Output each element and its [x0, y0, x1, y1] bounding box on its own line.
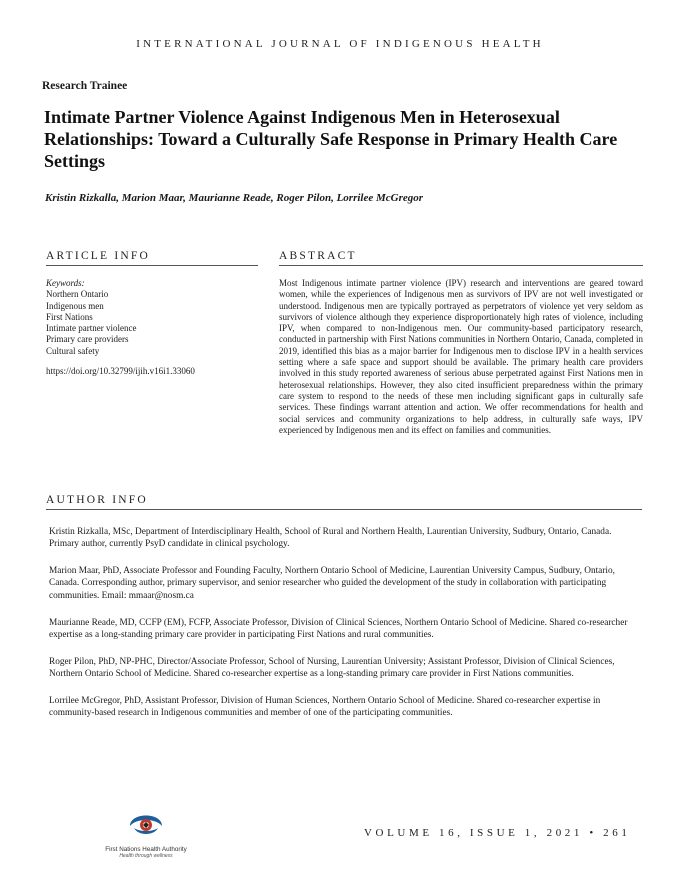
author-info-heading: AUTHOR INFO: [46, 494, 642, 510]
article-info-column: [46, 250, 258, 376]
doi-link[interactable]: https://doi.org/10.32799/ijih.v16i1.33060: [46, 366, 195, 377]
keywords-label: Keywords:: [46, 278, 85, 288]
keyword-item: Northern Ontario: [46, 289, 109, 300]
abstract-heading: ABSTRACT: [279, 250, 643, 266]
fnha-logo: [96, 806, 196, 859]
section-label: Research Trainee: [42, 80, 128, 92]
author-entry: Lorrilee McGregor, PhD, Assistant Professor, Division of Human Sciences, Northern Ontario School of Medicine. Shared co-researcher expertise in community-based research in Indigenous communities and member of one of the participating communities.: [49, 696, 601, 719]
abstract-column: [279, 250, 643, 436]
keyword-item: Intimate partner violence: [46, 323, 137, 334]
author-entry: Maurianne Reade, MD, CCFP (EM), FCFP, Associate Professor, Division of Clinical Sciences, Northern Ontario School of Medicine. Shared co-researcher expertise as a long-standing primary care provider in participating First Nations and rural communities.: [49, 617, 628, 640]
logo-tagline: Health through wellness: [119, 853, 173, 859]
journal-name: INTERNATIONAL JOURNAL OF INDIGENOUS HEALTH: [136, 38, 544, 50]
keywords-block: [46, 278, 258, 357]
author-info-section: [46, 494, 642, 734]
keyword-item: Cultural safety: [46, 345, 100, 356]
volume-issue-page: VOLUME 16, ISSUE 1, 2021 • 261: [364, 827, 631, 839]
author-entries: [46, 526, 642, 720]
keyword-item: Indigenous men: [46, 300, 104, 311]
logo-name: First Nations Health Authority: [105, 846, 187, 853]
article-info-heading: ARTICLE INFO: [46, 250, 258, 266]
author-entry: Marion Maar, PhD, Associate Professor and Founding Faculty, Northern Ontario School of Medicine, Laurentian University Campus, Sudbury, Ontario, Canada. Corresponding author, primary supervisor, and senior researcher who guided the development of the study in collaboration with participating communities. Email: mmaar@nosm.ca: [49, 566, 615, 601]
keyword-item: First Nations: [46, 311, 93, 322]
fnha-emblem-icon: [126, 806, 166, 840]
article-title: Intimate Partner Violence Against Indigenous Men in Heterosexual Relationships: Toward a Culturally Safe Response in Primary Health Care Settings: [44, 107, 618, 171]
author-list: Kristin Rizkalla, Marion Maar, Maurianne Reade, Roger Pilon, Lorrilee McGregor: [45, 192, 424, 204]
keyword-item: Primary care providers: [46, 334, 129, 345]
author-entry: Kristin Rizkalla, MSc, Department of Interdisciplinary Health, School of Rural and Northern Health, Laurentian University, Sudbury, Ontario, Canada. Primary author, currently PsyD candidate in clinical psychology.: [49, 527, 612, 550]
author-entry: Roger Pilon, PhD, NP-PHC, Director/Associate Professor, School of Nursing, Laurentian University; Assistant Professor, Division of Clinical Sciences, Northern Ontario School of Medicine. Shared co-researcher expertise as a long-standing primary care provider in First Nations communities.: [49, 656, 615, 680]
abstract-text: Most Indigenous intimate partner violence (IPV) research and interventions are geared toward women, while the experiences of Indigenous men as survivors of IPV are not well investigated or understood. Indigenous men are typically portrayed as perpetrators of violence yet very seldom as survivors of violence although they experience disproportionately high rates of violence, including IPV, when compared to non-Indigenous men. Our community-based participatory research, conducted in partnership with First Nations communities in Northern Ontario, Canada, completed in 2019, identified this bias as a major barrier for Indigenous men to disclose IPV in a health services setting where a safe space and support should be available. The primary health care providers involved in this study reported awareness of serious abuse perpetrated against First Nations men in heterosexual relationships. However, they also cited insufficient preparedness within the primary care system to respond to the needs of these men including significant gaps in culturally safe services. These findings warrant attention and action. We offer recommendations for health and social services and community organizations to help address, in culturally safe ways, IPV experienced by Indigenous men and its effect on families and communities.: [279, 278, 643, 435]
